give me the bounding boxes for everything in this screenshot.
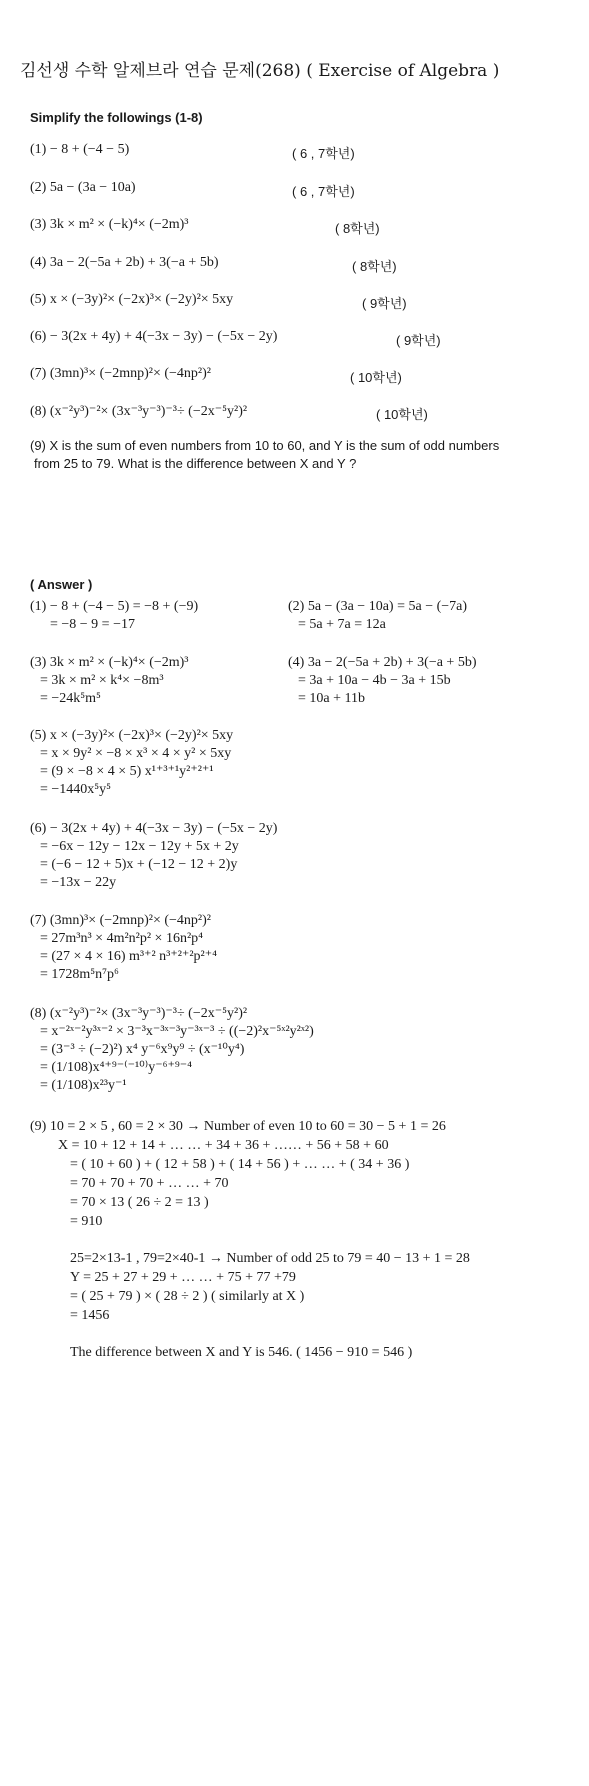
answer-line: = −24k⁵m⁵ bbox=[40, 691, 101, 706]
answer-line: = −6x − 12y − 12x − 12y + 5x + 2y bbox=[40, 839, 239, 854]
problem-4: (4) 3a − 2(−5a + 2b) + 3(−a + 5b) bbox=[30, 255, 219, 270]
answer-line: (1) − 8 + (−4 − 5) = −8 + (−9) bbox=[30, 599, 199, 614]
grade-label: ( 10학년) bbox=[350, 370, 402, 385]
answer-line: (3) 3k × m² × (−k)⁴× (−2m)³ bbox=[30, 655, 189, 670]
answer-8 bbox=[30, 1005, 314, 1095]
answer-line: = (27 × 4 × 16) m³⁺² n³⁺²⁺²p²⁺⁴ bbox=[40, 949, 218, 964]
page-title: 김선생 수학 알제브라 연습 문제(268) ( Exercise of Algebra ) bbox=[20, 61, 500, 81]
problem-5: (5) x × (−3y)²× (−2x)³× (−2y)²× 5xy bbox=[30, 292, 234, 307]
grade-label: ( 8학년) bbox=[352, 259, 397, 274]
answer-line: = x⁻²ˣ⁻²y³ˣ⁻² × 3⁻³x⁻³ˣ⁻³y⁻³ˣ⁻³ ÷ ((−2)²x⁻⁵ˣ²y²ˣ²) bbox=[40, 1024, 314, 1039]
answer-line: = 70 × 13 ( 26 ÷ 2 = 13 ) bbox=[70, 1195, 209, 1210]
problem-1: (1) − 8 + (−4 − 5) bbox=[30, 142, 130, 157]
answer-9-x bbox=[30, 1117, 446, 1231]
grade-label: ( 10학년) bbox=[376, 407, 428, 422]
problem-9-line: (9) X is the sum of even numbers from 10 to 60, and Y is the sum of odd numbers bbox=[30, 438, 500, 453]
problem-2: (2) 5a − (3a − 10a) bbox=[30, 180, 136, 195]
grade-label: ( 9학년) bbox=[396, 333, 441, 348]
answer-line: = (9 × −8 × 4 × 5) x¹⁺³⁺¹y²⁺²⁺¹ bbox=[40, 764, 214, 779]
answer-line: (4) 3a − 2(−5a + 2b) + 3(−a + 5b) bbox=[288, 655, 477, 670]
answer-line: = 3k × m² × k⁴× −8m³ bbox=[40, 673, 164, 688]
answer-line: = 1456 bbox=[70, 1308, 110, 1323]
answer-line: = −13x − 22y bbox=[40, 875, 117, 890]
answer-line: = (−6 − 12 + 5)x + (−12 − 12 + 2)y bbox=[40, 857, 238, 872]
answer-line: = ( 25 + 79 ) × ( 28 ÷ 2 ) ( similarly at X ) bbox=[70, 1289, 305, 1304]
answer-line: (5) x × (−3y)²× (−2x)³× (−2y)²× 5xy bbox=[30, 728, 234, 743]
answer-line: = 27m³n³ × 4m²n²p² × 16n²p⁴ bbox=[40, 931, 204, 946]
answer-line: (6) − 3(2x + 4y) + 4(−3x − 3y) − (−5x − 2y) bbox=[30, 821, 278, 836]
grade-label: ( 6 , 7학년) bbox=[292, 184, 355, 199]
answer-5 bbox=[30, 727, 233, 799]
problem-6: (6) − 3(2x + 4y) + 4(−3x − 3y) − (−5x − 2y) bbox=[30, 329, 278, 344]
grade-label: ( 6 , 7학년) bbox=[292, 146, 355, 161]
answer-line: = 1728m⁵n⁷p⁶ bbox=[40, 967, 119, 982]
answer-line: = (1/108)x⁴⁺⁹⁻⁽⁻¹⁰⁾y⁻⁶⁺⁹⁻⁴ bbox=[40, 1060, 193, 1075]
problem-9 bbox=[30, 437, 550, 473]
answer-line: Y = 25 + 27 + 29 + … … + 75 + 77 +79 bbox=[70, 1270, 296, 1285]
answer-7 bbox=[30, 912, 217, 984]
answer-line: = (3⁻³ ÷ (−2)²) x⁴ y⁻⁶x⁹y⁹ ÷ (x⁻¹⁰y⁴) bbox=[40, 1042, 245, 1057]
answer-line: = 10a + 11b bbox=[298, 691, 365, 706]
problem-3: (3) 3k × m² × (−k)⁴× (−2m)³ bbox=[30, 217, 189, 232]
answer-line: = 910 bbox=[70, 1214, 103, 1229]
answer-3 bbox=[30, 654, 189, 708]
grade-label: ( 8학년) bbox=[335, 221, 380, 236]
problem-8: (8) (x⁻²y³)⁻²× (3x⁻³y⁻³)⁻³÷ (−2x⁻⁵y²)² bbox=[30, 404, 248, 419]
answer-9-y bbox=[70, 1249, 470, 1325]
answer-line: (7) (3mn)³× (−2mnp)²× (−4np²)² bbox=[30, 913, 211, 928]
answer-line: (2) 5a − (3a − 10a) = 5a − (−7a) bbox=[288, 599, 468, 614]
answer-line: (9) 10 = 2 × 5 , 60 = 2 × 30 → Number of even 10 to 60 = 30 − 5 + 1 = 26 bbox=[30, 1119, 446, 1134]
answer-heading: ( Answer ) bbox=[30, 577, 93, 592]
answer-line: = 70 + 70 + 70 + … … + 70 bbox=[70, 1176, 229, 1191]
answer-line: = −8 − 9 = −17 bbox=[50, 617, 135, 632]
answer-9-final: The difference between X and Y is 546. ( 1456 − 910 = 546 ) bbox=[70, 1345, 413, 1360]
instructions-heading: Simplify the followings (1-8) bbox=[30, 110, 203, 125]
answer-2 bbox=[288, 598, 467, 634]
problem-9-line: from 25 to 79. What is the difference between X and Y ? bbox=[34, 456, 357, 471]
problem-7: (7) (3mn)³× (−2mnp)²× (−4np²)² bbox=[30, 366, 211, 381]
answer-line: (8) (x⁻²y³)⁻²× (3x⁻³y⁻³)⁻³÷ (−2x⁻⁵y²)² bbox=[30, 1006, 248, 1021]
answer-line: = −1440x⁵y⁵ bbox=[40, 782, 112, 797]
answer-6 bbox=[30, 820, 277, 892]
answer-line: 25=2×13-1 , 79=2×40-1 → Number of odd 25 to 79 = 40 − 13 + 1 = 28 bbox=[70, 1251, 470, 1266]
answer-line: X = 10 + 12 + 14 + … … + 34 + 36 + …… + 56 + 58 + 60 bbox=[58, 1138, 389, 1153]
answer-1 bbox=[30, 598, 198, 634]
answer-line: = 3a + 10a − 4b − 3a + 15b bbox=[298, 673, 451, 688]
answer-line: = (1/108)x²³y⁻¹ bbox=[40, 1078, 127, 1093]
answer-line: = ( 10 + 60 ) + ( 12 + 58 ) + ( 14 + 56 ) + … … + ( 34 + 36 ) bbox=[70, 1157, 410, 1172]
answer-line: = x × 9y² × −8 × x³ × 4 × y² × 5xy bbox=[40, 746, 232, 761]
answer-line: = 5a + 7a = 12a bbox=[298, 617, 386, 632]
answer-4 bbox=[288, 654, 477, 708]
grade-label: ( 9학년) bbox=[362, 296, 407, 311]
